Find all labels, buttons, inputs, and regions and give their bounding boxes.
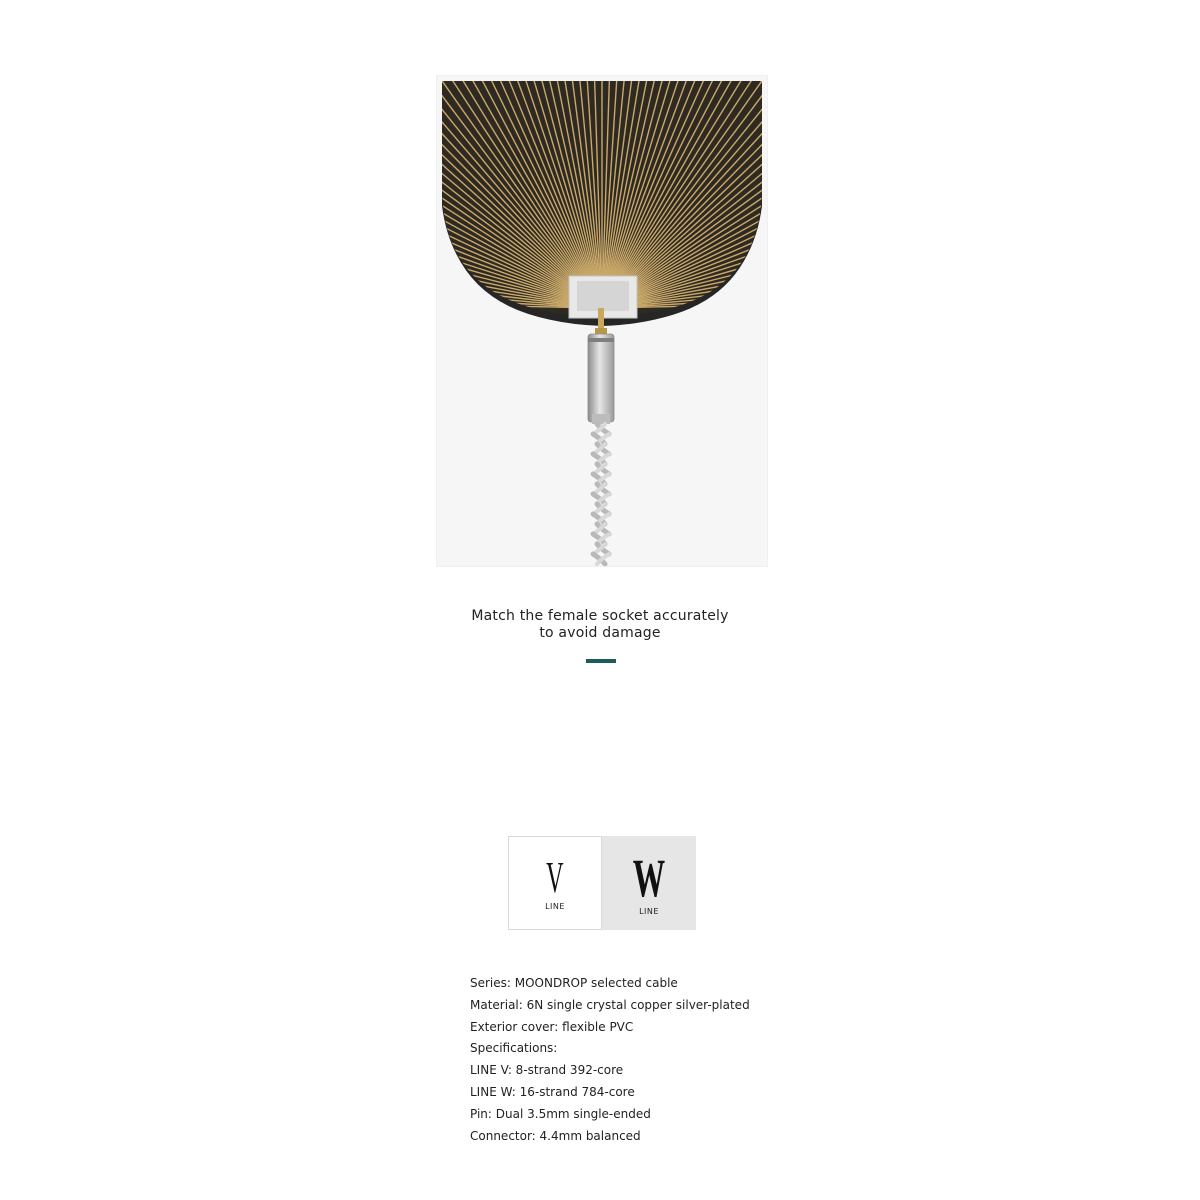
product-photo bbox=[437, 76, 767, 566]
cable-specifications bbox=[470, 973, 790, 1147]
variant-option-line-v[interactable] bbox=[508, 836, 602, 930]
cable-variant-picker bbox=[508, 836, 698, 931]
variant-v-sub-label: LINE bbox=[545, 901, 565, 911]
variant-w-sub-label: LINE bbox=[639, 906, 659, 916]
spec-material: Material: 6N single crystal copper silver-plated bbox=[470, 997, 750, 1012]
spec-heading: Specifications: bbox=[470, 1041, 558, 1056]
spec-pin: Pin: Dual 3.5mm single-ended bbox=[470, 1106, 651, 1121]
spec-line-w: LINE W: 16-strand 784-core bbox=[470, 1084, 635, 1099]
variant-w-letter: W bbox=[632, 847, 666, 908]
photo-caption bbox=[400, 608, 800, 642]
caption-line-2: to avoid damage bbox=[539, 625, 661, 641]
variant-option-line-w[interactable] bbox=[602, 836, 696, 930]
spec-line-v: LINE V: 8-strand 392-core bbox=[470, 1063, 624, 1078]
variant-v-letter: V bbox=[546, 852, 564, 902]
spec-connector: Connector: 4.4mm balanced bbox=[470, 1128, 641, 1143]
headphone-cable-illustration bbox=[437, 76, 767, 566]
caption-divider bbox=[586, 659, 616, 663]
caption-line-1: Match the female socket accurately bbox=[471, 608, 729, 624]
spec-exterior-cover: Exterior cover: flexible PVC bbox=[470, 1019, 634, 1034]
spec-series: Series: MOONDROP selected cable bbox=[470, 976, 678, 990]
